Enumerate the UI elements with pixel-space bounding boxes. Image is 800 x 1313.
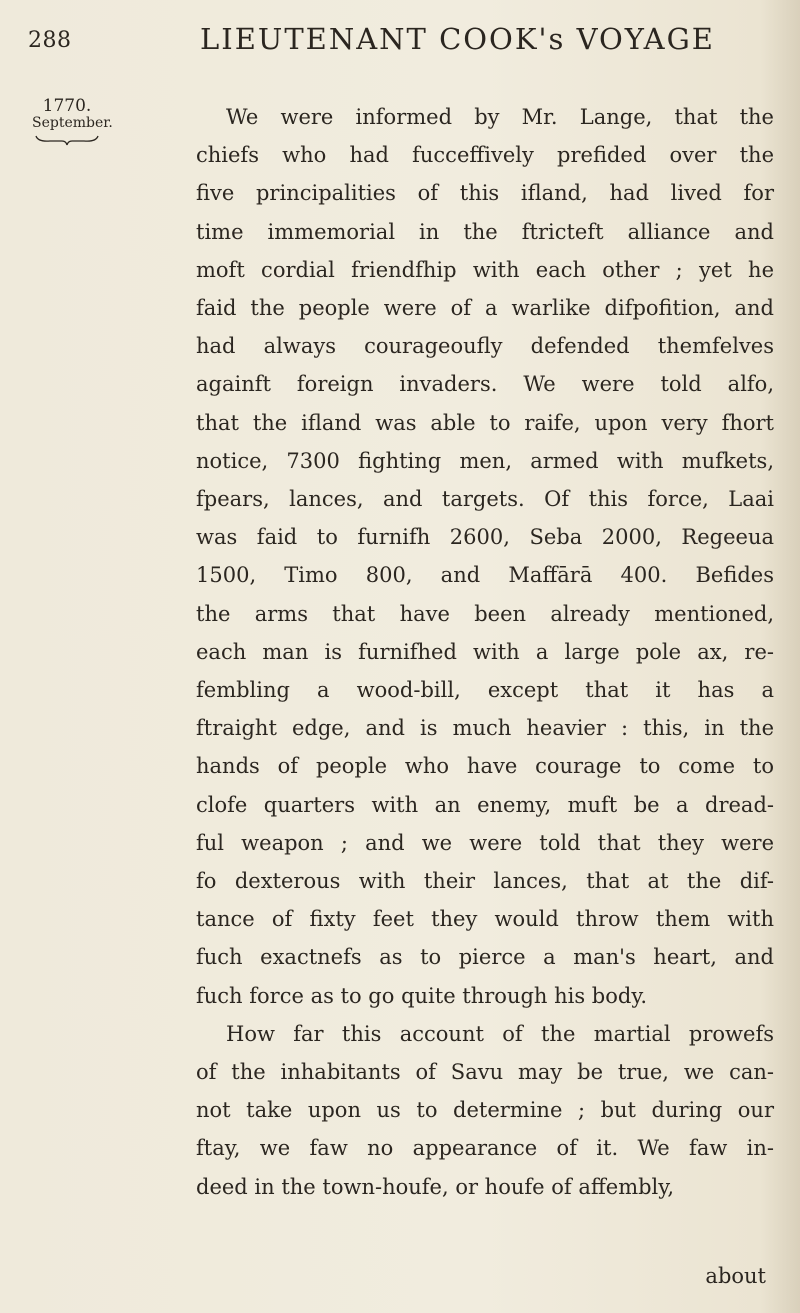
margin-year: 1770. — [42, 96, 92, 116]
text-line: was faid to furnifh 2600, Seba 2000, Regeeua — [196, 525, 774, 550]
text-line: ftraight edge, and is much heavier : this, in the — [196, 716, 774, 741]
text-line: fo dexterous with their lances, that at the dif- — [196, 869, 774, 894]
text-line: We were informed by Mr. Lange, that the — [226, 105, 774, 129]
page-number: 288 — [28, 28, 72, 53]
text-line: that the ifland was able to raife, upon very fhort — [196, 410, 774, 435]
text-line: hands of people who have courage to come to — [196, 754, 774, 779]
text-line: ful weapon ; and we were told that they were — [196, 830, 774, 855]
text-line: of the inhabitants of Savu may be true, we can- — [196, 1060, 774, 1085]
text-line: the arms that have been already mentioned, — [196, 601, 774, 626]
text-line: fuch exactnefs as to pierce a man's heart, and — [196, 945, 774, 970]
text-line: 1500, Timo 800, and Maffārā 400. Befides — [196, 563, 774, 588]
text-line: clofe quarters with an enemy, muft be a dread- — [196, 792, 774, 817]
body-text — [196, 98, 774, 1206]
text-line: faid the people were of a warlike difpofition, and — [196, 296, 774, 321]
catchword: about — [705, 1264, 766, 1288]
text-line: tance of fixty feet they would throw them with — [196, 907, 774, 932]
text-line: time immemorial in the ftricteft alliance and — [196, 219, 774, 244]
text-line: How far this account of the martial prowefs — [226, 1021, 774, 1046]
text-line: each man is furnifhed with a large pole ax, re- — [196, 639, 774, 664]
brace-ornament — [34, 134, 100, 146]
text-line: againft foreign invaders. We were told alfo, — [196, 372, 774, 397]
text-line: notice, 7300 fighting men, armed with mufkets, — [196, 448, 774, 473]
text-line: not take upon us to determine ; but during our — [196, 1098, 774, 1123]
margin-note — [32, 96, 113, 146]
margin-month: September. — [32, 115, 113, 131]
text-line: deed in the town-houfe, or houfe of affembly, — [196, 1174, 675, 1199]
text-line: fuch force as to go quite through his body. — [196, 983, 648, 1008]
text-line: moft cordial friendfhip with each other ; yet he — [196, 257, 774, 282]
text-line: had always courageoufly defended themfelves — [196, 334, 774, 359]
text-line: five principalities of this ifland, had lived for — [196, 181, 774, 206]
running-title: LIEUTENANT COOK's VOYAGE — [200, 22, 715, 56]
text-line: ftay, we faw no appearance of it. We faw in- — [196, 1136, 774, 1161]
text-line: fembling a wood-bill, except that it has a — [196, 678, 774, 703]
text-line: fpears, lances, and targets. Of this force, Laai — [196, 487, 774, 512]
text-line: chiefs who had fucceffively prefided over the — [196, 143, 774, 168]
